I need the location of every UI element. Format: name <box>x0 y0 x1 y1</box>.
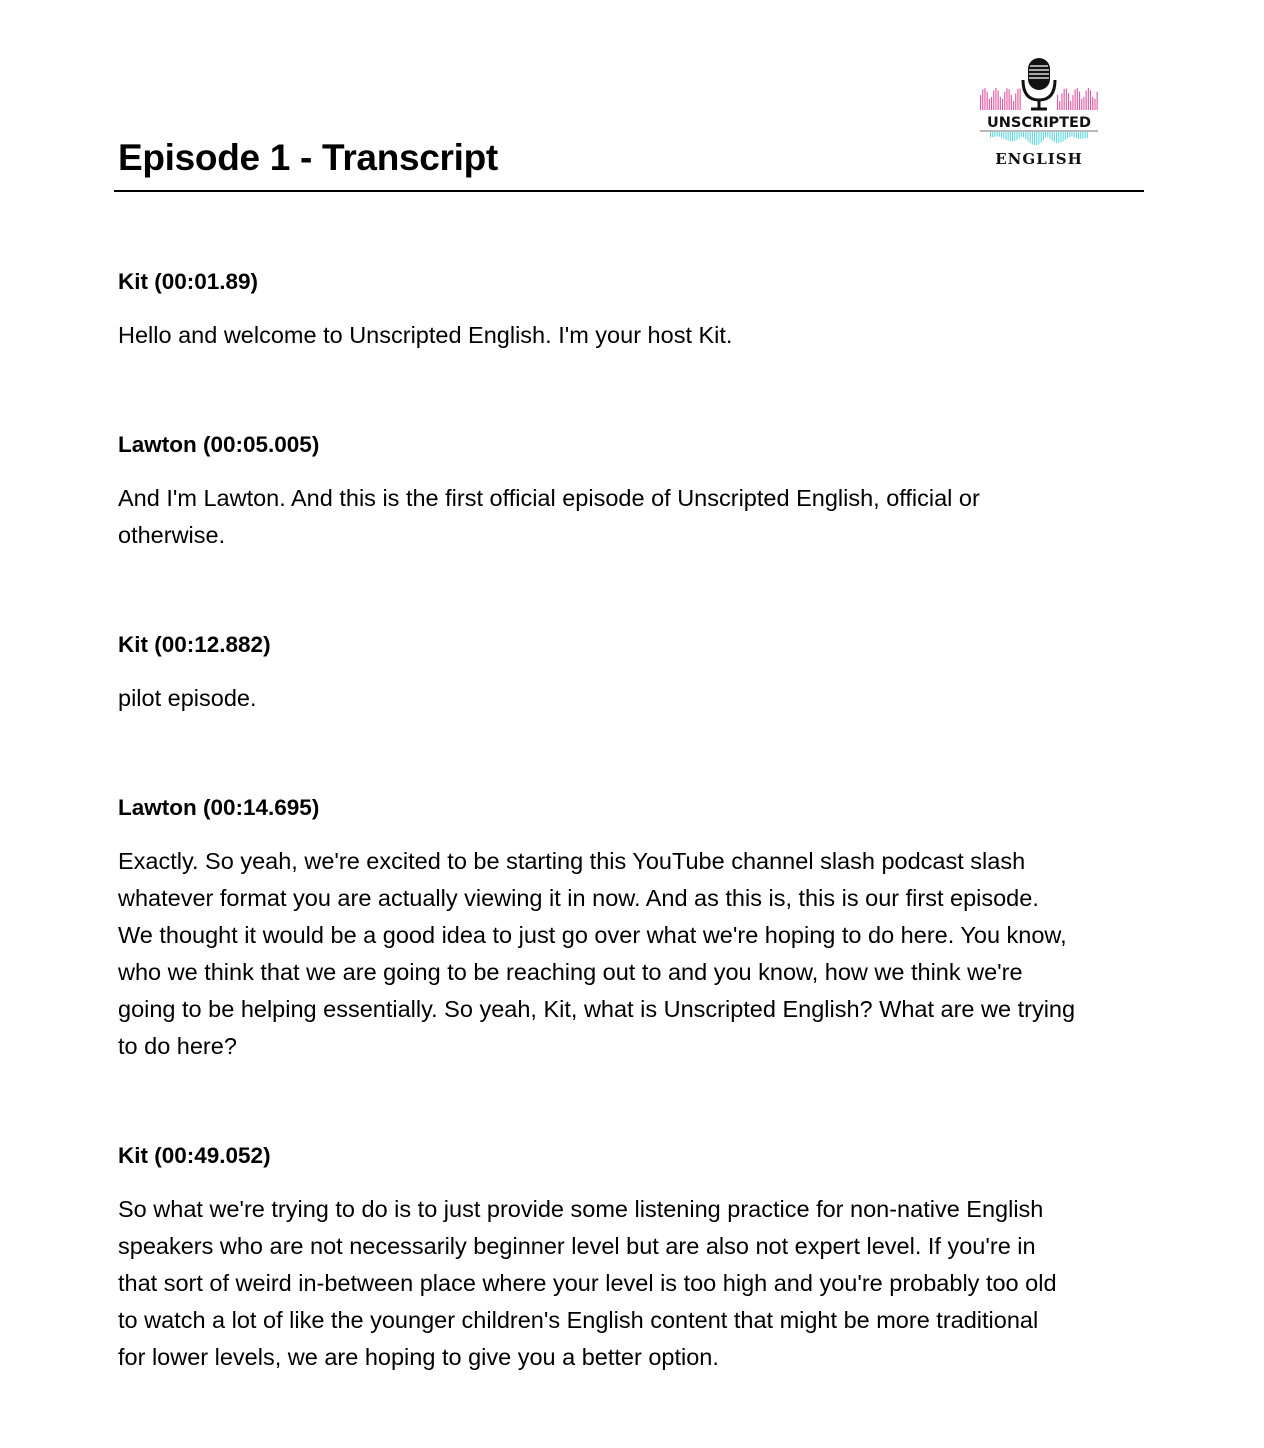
waveform-bar <box>1080 132 1081 139</box>
waveform-bar <box>1013 101 1014 110</box>
waveform-bar <box>1009 89 1010 110</box>
header-divider <box>114 190 1144 192</box>
waveform-bar <box>1063 132 1064 141</box>
waveform-bar <box>1025 132 1026 139</box>
waveform-bar <box>1086 90 1087 110</box>
waveform-bar <box>982 89 983 110</box>
waveform-bar <box>1032 132 1033 144</box>
transcript-line: otherwise. <box>118 522 226 548</box>
waveform-bar <box>1097 92 1098 110</box>
waveform-bar <box>1078 132 1079 139</box>
waveform-bar <box>987 92 988 110</box>
waveform-bar <box>1071 132 1072 136</box>
waveform-bar <box>1075 89 1076 110</box>
waveform-bar <box>1041 132 1042 142</box>
speaker-label: Lawton (00:14.695) <box>118 795 320 820</box>
waveform-bar <box>993 90 994 110</box>
transcript-line: for lower levels, we are hoping to give you a better option. <box>118 1344 719 1370</box>
waveform-bar <box>1065 132 1066 140</box>
page-title: Episode 1 - Transcript <box>118 137 498 178</box>
waveform-bar <box>1047 132 1048 137</box>
waveform-bar <box>1003 132 1004 139</box>
logo-text-unscripted: UNSCRIPTED <box>986 115 1092 131</box>
waveform-bar <box>1023 132 1024 137</box>
waveform-bar <box>1072 95 1073 110</box>
waveform-bar <box>1011 95 1012 110</box>
waveform-bar <box>1060 132 1061 142</box>
waveform-bar <box>1008 132 1009 141</box>
waveform-bar <box>1094 99 1095 110</box>
waveform-bar <box>984 88 985 110</box>
logo-text-english: ENGLISH <box>995 150 1083 168</box>
speaker-label: Lawton (00:05.005) <box>118 432 320 457</box>
waveform-bar <box>1082 132 1083 139</box>
waveform-bar <box>1015 93 1016 110</box>
waveform-bar <box>999 132 1000 137</box>
waveform-bar <box>1066 89 1067 110</box>
waveform-bar <box>991 97 992 110</box>
waveform-bar <box>989 99 990 110</box>
transcript-line: who we think that we are going to be reaching out to and you know, how we think we're <box>118 959 1023 985</box>
waveform-bar <box>1030 132 1031 143</box>
transcript-paragraph <box>118 1191 1148 1376</box>
waveform-bar <box>1021 132 1022 137</box>
waveform-bar <box>1045 132 1046 137</box>
waveform-bar <box>1006 88 1007 110</box>
transcript-line: going to be helping essentially. So yeah, Kit, what is Unscripted English? What are we trying <box>118 996 1076 1022</box>
microphone-icon <box>1023 58 1055 109</box>
transcript-line: We thought it would be a good idea to just go over what we're hoping to do here. You know, <box>118 922 1067 948</box>
waveform-bar <box>1057 95 1058 110</box>
waveform-bar <box>1016 132 1017 140</box>
speaker-label: Kit (00:01.89) <box>118 269 259 294</box>
waveform-bar <box>1027 132 1028 141</box>
waveform-bar <box>1081 99 1082 110</box>
transcript-line: speakers who are not necessarily beginner level but are also not expert level. If you're in <box>118 1233 1036 1259</box>
waveform-bar <box>1092 97 1093 110</box>
transcript <box>118 263 1148 1448</box>
waveform-bar <box>1088 88 1089 110</box>
speaker-label: Kit (00:49.052) <box>118 1143 271 1168</box>
waveform-bar <box>1020 89 1021 110</box>
waveform-bar <box>992 132 993 137</box>
waveform-bar <box>1001 132 1002 138</box>
transcript-paragraph <box>118 843 1148 1065</box>
waveform-bar <box>1054 132 1055 142</box>
waveform-bar <box>1017 89 1018 110</box>
speaker-label: Kit (00:12.882) <box>118 632 271 657</box>
waveform-bar <box>1014 132 1015 141</box>
transcript-paragraph <box>118 680 1148 717</box>
waveform-cyan <box>990 132 1088 145</box>
transcript-line: So what we're trying to do is to just provide some listening practice for non-native English <box>118 1196 1044 1222</box>
waveform-bar <box>1058 132 1059 143</box>
waveform-bar <box>1090 90 1091 110</box>
unscripted-english-logo <box>976 56 1102 172</box>
waveform-bar <box>1069 132 1070 137</box>
waveform-bar <box>1002 99 1003 110</box>
waveform-bar <box>1038 132 1039 144</box>
transcript-line: that sort of weird in-between place where your level is too high and you're probably too old <box>118 1270 1057 1296</box>
transcript-line: Exactly. So yeah, we're excited to be starting this YouTube channel slash podcast slash <box>118 848 1026 874</box>
waveform-bar <box>997 132 998 136</box>
waveform-bar <box>1010 132 1011 141</box>
waveform-bar <box>1052 132 1053 141</box>
transcript-line: to do here? <box>118 1033 237 1059</box>
waveform-bar <box>1005 132 1006 140</box>
transcript-line: whatever format you are actually viewing it in now. And as this is, this is our first episode. <box>118 885 1039 911</box>
waveform-bar <box>1077 88 1078 110</box>
waveform-bar <box>1059 101 1060 110</box>
waveform-bar <box>1034 132 1035 145</box>
transcript-paragraph <box>118 480 1148 554</box>
waveform-bar <box>1070 101 1071 110</box>
transcript-paragraph <box>118 317 1148 354</box>
waveform-bar <box>1064 89 1065 110</box>
transcript-line: Hello and welcome to Unscripted English. I'm your host Kit. <box>118 322 733 348</box>
waveform-bar <box>1067 132 1068 139</box>
waveform-bar <box>990 132 991 137</box>
waveform-bar <box>1083 97 1084 110</box>
waveform-bar <box>998 90 999 110</box>
waveform-bar <box>1000 97 1001 110</box>
transcript-line: And I'm Lawton. And this is the first official episode of Unscripted English, official or <box>118 485 980 511</box>
waveform-bar <box>1074 132 1075 137</box>
waveform-bar <box>1076 132 1077 138</box>
waveform-bar <box>994 132 995 137</box>
waveform-bar <box>1043 132 1044 140</box>
transcript-line: pilot episode. <box>118 685 257 711</box>
waveform-bar <box>1061 93 1062 110</box>
waveform-bar <box>980 95 981 110</box>
waveform-bar <box>1087 132 1088 138</box>
waveform-bar <box>995 88 996 110</box>
waveform-bar <box>1004 92 1005 110</box>
waveform-bar <box>1036 132 1037 145</box>
waveform-bar <box>1079 92 1080 110</box>
waveform-bar <box>1012 132 1013 141</box>
waveform-bar <box>1085 132 1086 138</box>
transcript-line: to watch a lot of like the younger children's English content that might be more traditional <box>118 1307 1039 1333</box>
waveform-bar <box>1068 93 1069 110</box>
waveform-bar <box>1019 132 1020 139</box>
waveform-bar <box>1056 132 1057 143</box>
waveform-bar <box>1049 132 1050 139</box>
